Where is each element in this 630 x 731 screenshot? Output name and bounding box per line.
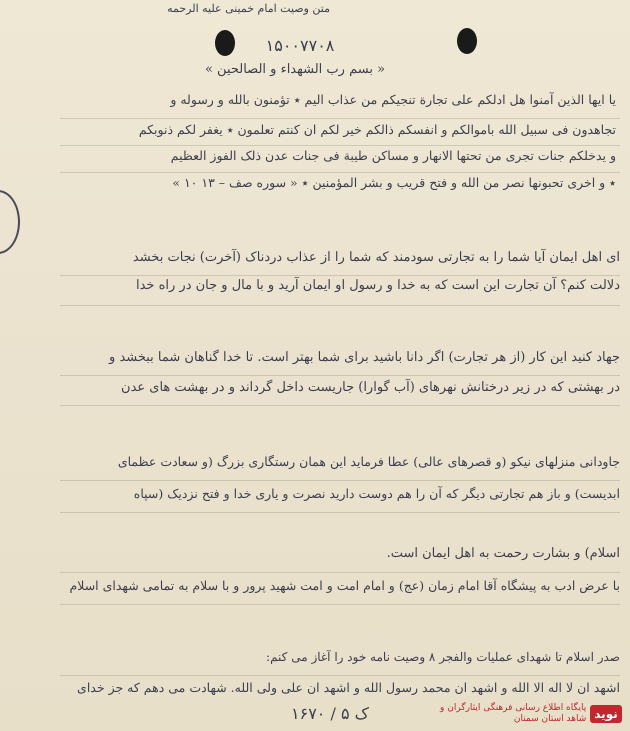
- body-line: ای اهل ایمان آیا شما را به تجارتی سودمند که شما را از عذاب دردناک (آخرت) نجات بخشد: [132, 250, 620, 265]
- verse-line: تجاهدون فی سبیل الله باموالکم و انفسکم ذالکم خیر لکم ان کنتم تعلمون ٭ یغفر لکم ذنوبکم: [138, 122, 616, 137]
- verse-line: و یدخلکم جنات تجری من تحتها الانهار و مساکن طیبة فی جنات عدن ذلک الفوز العظیم: [170, 148, 616, 163]
- closing-line: اشهد ان لا اله الا الله و اشهد ان محمد رسول الله و اشهد ان علی ولی الله. شهادت می دهم که جز خدای: [77, 680, 620, 695]
- closing-line: صدر اسلام تا شهدای عملیات والفجر ۸ وصیت نامه خود را آغاز می کنم:: [266, 650, 620, 664]
- site-watermark: [440, 700, 626, 728]
- ruled-line: [60, 172, 620, 173]
- ruled-line: [60, 604, 620, 605]
- ruled-line: [60, 405, 620, 406]
- body-line: دلالت کنم؟ آن تجارت این است که به خدا و رسول او ایمان آرید و با مال و جان در راه خدا: [135, 278, 620, 293]
- ruled-line: [60, 572, 620, 573]
- punch-hole: [457, 28, 477, 54]
- document-number: ۱۵۰۰۷۷۰۸: [265, 36, 335, 55]
- ruled-line: [60, 118, 620, 119]
- verse-line: یا ایها الذین آمنوا هل ادلکم علی تجارة تنجیکم من عذاب الیم ٭ تؤمنون بالله و رسوله و: [170, 92, 616, 107]
- ruled-line: [60, 512, 620, 513]
- ruled-line: [60, 375, 620, 376]
- watermark-line: شاهد استان سمنان: [513, 714, 587, 724]
- ruled-line: [60, 675, 620, 676]
- basmala: « بسم رب الشهداء و الصالحین »: [204, 62, 386, 77]
- ruled-line: [60, 275, 620, 276]
- body-line: جاودانی منزلهای نیکو (و قصرهای عالی) عطا فرماید این همان رستگاری بزرگ (و سعادت عظمای: [117, 454, 620, 469]
- verse-line: ٭ و اخری تحبونها نصر من الله و فتح قریب و بشر المؤمنین ٭ « سوره صف – ۱۳ ۱۰ »: [172, 175, 616, 190]
- margin-mark: [0, 190, 20, 254]
- ruled-line: [60, 145, 620, 146]
- watermark-text: [440, 703, 586, 725]
- watermark-line: پایگاه اطلاع رسانی فرهنگی ایثارگران و: [440, 703, 587, 713]
- ruled-line: [60, 305, 620, 306]
- header-note: متن وصیت امام خمینی علیه الرحمه: [167, 2, 330, 15]
- body-line: با عرض ادب به پیشگاه آقا امام زمان (عج) و امام امت و امت شهید پرور و با سلام به تمامی شهدای اسلام: [69, 578, 620, 593]
- body-line: در بهشتی که در زیر درختانش نهرهای (آب گوارا) جاریست داخل گرداند و در بهشت های عدن: [121, 380, 620, 395]
- bottom-number: ۱۶۷۰ / ۵ ک: [291, 704, 369, 723]
- body-line: جهاد کنید این کار (از هر تجارت) اگر دانا باشید برای شما بهتر است. تا خدا گناهان شما ببخشد و: [109, 350, 620, 365]
- body-line: ابدیست) و باز هم تجارتی دیگر که آن را هم دوست دارید نصرت و یاری خدا و فتح نزدیک (سپاه: [133, 486, 620, 501]
- body-line: اسلام) و بشارت رحمت به اهل ایمان است.: [386, 546, 620, 561]
- watermark-badge: نوید: [590, 705, 621, 723]
- ruled-line: [60, 480, 620, 481]
